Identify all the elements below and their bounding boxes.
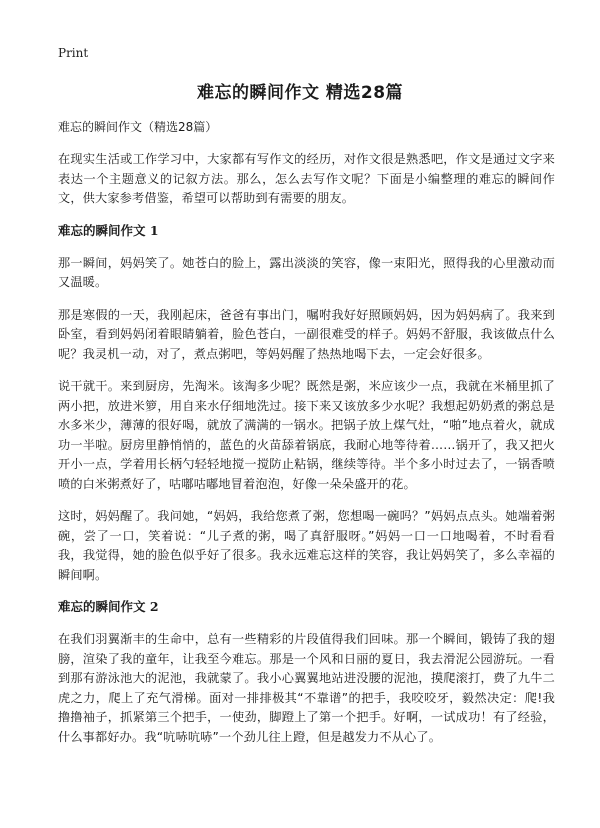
intro-paragraph: 在现实生活或工作学习中，大家都有写作文的经历，对作文很是熟悉吧，作文是通过文字来表达一个主题意义的记叙方法。那么，怎么去写作文呢？下面是小编整理的难忘的瞬间作文，供大家参考借鉴，希望可以帮助到有需要的朋友。 <box>58 152 555 205</box>
page-title: 难忘的瞬间作文 精选28篇 <box>196 83 404 103</box>
paragraph: 那一瞬间，妈妈笑了。她苍白的脸上，露出淡淡的笑容，像一束阳光，照得我的心里激动而又温暖。 <box>58 255 555 289</box>
document-subtitle: 难忘的瞬间作文（精选28篇） <box>58 120 218 134</box>
paragraph: 说干就干。来到厨房，先淘米。该淘多少呢？既然是粥，米应该少一点，我就在米桶里抓了两小把，放进米箩，用自来水仔细地洗过。接下来又该放多少水呢？我想起奶奶煮的粥总是水多米少，薄薄的很好喝，就放了满满的一锅水。把锅子放上煤气灶，“啪”地点着火，就成功一半啦。厨房里静悄悄的，蓝色的火苗舔着锅底，我耐心地等待着……锅开了，我又把火开小一点，学着用长柄勺轻轻地搅一搅防止粘锅，继续等待。半个多小时过去了，一锅香喷喷的白米粥煮好了，咕嘟咕嘟地冒着泡泡，好像一朵朵盛开的花。 <box>58 379 555 491</box>
paragraph: 那是寒假的一天，我刚起床，爸爸有事出门，嘱咐我好好照顾妈妈，因为妈妈病了。我来到卧室，看到妈妈闭着眼睛躺着，脸色苍白，一副很难受的样子。妈妈不舒服，我该做点什么呢？我灵机一动，对了，煮点粥吧，等妈妈醒了热热地喝下去，一定会好很多。 <box>58 307 555 361</box>
document-body <box>58 118 555 760</box>
print-link[interactable]: Print <box>58 46 89 60</box>
section-heading: 难忘的瞬间作文 1 <box>58 222 159 238</box>
section-heading: 难忘的瞬间作文 2 <box>58 599 159 614</box>
paragraph: 在我们羽翼渐丰的生命中，总有一些精彩的片段值得我们回味。那一个瞬间，锻铸了我的翅膀，渲染了我的童年，让我至今难忘。那是一个风和日丽的夏日，我去滑泥公园游玩。一看到那有游泳池大的泥池，我就蒙了。我小心翼翼地站进没腰的泥池，摸爬滚打，费了九牛二虎之力，爬上了充气滑梯。面对一排排极其“不靠谱”的把手，我咬咬牙，毅然决定：爬!我撸撸袖子，抓紧第三个把手，一使劲，脚蹬上了第一个把手。好啊，一试成功！有了经验，什么事都好办。我“吭哧吭哧”一个劲儿往上蹬，但是越发力不从心了。 <box>58 632 555 744</box>
paragraph: 这时，妈妈醒了。我问她，“妈妈，我给您煮了粥，您想喝一碗吗？”妈妈点点头。她端着粥碗，尝了一口，笑着说：“儿子煮的粥，喝了真舒服呀。”妈妈一口一口地喝着，不时看看我，我觉得，她的脸色似乎好了很多。我永远难忘这样的笑容，我让妈妈笑了，多么幸福的瞬间啊。 <box>58 509 555 582</box>
